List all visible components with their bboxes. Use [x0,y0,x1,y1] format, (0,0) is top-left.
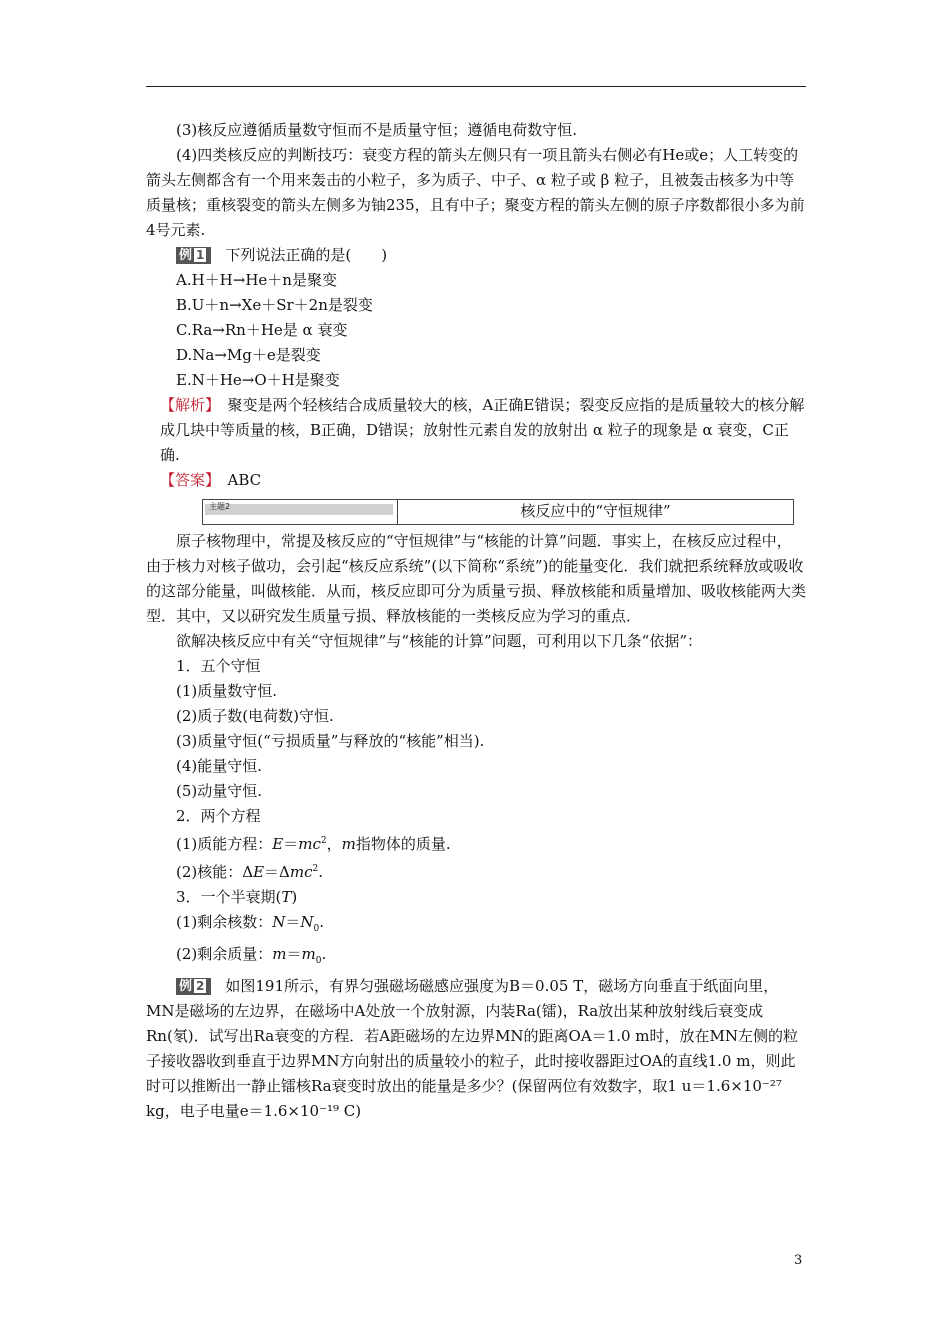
answer: 【答案】 ABC [160,471,262,489]
remaining-mass: (2)剩余质量：$m=m_0$. [176,945,327,966]
paragraph-3: (3)核反应遵循质量数守恒而不是质量守恒；遵循电荷数守恒. [176,121,578,139]
heading-five-conservations: 1．五个守恒 [176,657,261,675]
conservation-1: (1)质量数守恒. [176,682,278,700]
example-badge: 例 2 [176,978,211,995]
topic-label: 主题2 [209,502,231,511]
page-content [146,118,806,1124]
topic-title: 核反应中的“守恒规律” [520,502,671,520]
analysis-tag: 【解析】 [160,396,213,414]
option-e: E.N＋He→O＋H是聚变 [176,371,340,389]
option-c: C.Ra→Rn＋He是 α 衰变 [176,321,348,339]
conservation-2: (2)质子数(电荷数)守恒. [176,707,334,725]
answer-tag: 【答案】 [160,471,213,489]
example-2: 例 2 如图191所示，有界匀强磁场磁感应强度为B＝0.05 T，磁场方向垂直于纸面向里，MN是磁场的左边界，在磁场中A处放一个放射源，内装Ra(镭)，Ra放出某种放射线后衰变成Rn(氡)．试写出Ra衰变的方程．若A距磁场的左边界MN的距离OA＝1.0 m时，放在MN左侧的粒子接收器收到垂直于边界MN方向射出的质量较小的粒子，此时接收器距过OA的直线1.0 m，则此时可以推断出一静止镭核Ra衰变时放出的能量是多少？(保留两位有效数字，取1 u＝1.6×10⁻²⁷ kg，电子电量e＝1.6×10⁻¹⁹ C) [146,977,799,1120]
equation-nuclear-energy: (2)核能：ΔE＝Δmc$^2$. [176,863,324,881]
intro-paragraph: 原子核物理中，常提及核反应的“守恒规律”与“核能的计算”问题．事实上，在核反应过程中，由于核力对核子做功，会引起“核反应系统”(以下简称“系统”)的能量变化．我们就把系统释放或吸收的这部分能量，叫做核能．从而，核反应即可分为质量亏损、释放核能和质量增加、吸收核能两大类型．其中，又以研究发生质量亏损、释放核能的一类核反应为学习的重点． [146,532,807,625]
page-number: 3 [794,1253,803,1268]
option-a: A.H＋H→He＋n是聚变 [176,271,337,289]
heading-half-life: 3．一个半衰期(T) [176,888,298,906]
conservation-3: (3)质量守恒(“亏损质量”与释放的“核能”相当). [176,732,485,750]
example-badge: 例 1 [176,247,211,264]
conservation-4: (4)能量守恒. [176,757,263,775]
conservation-5: (5)动量守恒. [176,782,263,800]
header-rule [146,86,806,87]
heading-two-equations: 2．两个方程 [176,807,261,825]
example-1-question: 例 1 下列说法正确的是( ) [146,243,806,268]
lead-paragraph: 欲解决核反应中有关“守恒规律”与“核能的计算”问题，可利用以下几条“依据”： [176,632,703,650]
paragraph-4: (4)四类核反应的判断技巧：衰变方程的箭头左侧只有一项且箭头右侧必有He或e；人工转变的箭头左侧都含有一个用来轰击的小粒子，多为质子、中子、α 粒子或 β 粒子，且被轰击核多为中等质量核；重核裂变的箭头左侧多为铀235，且有中子；聚变方程的箭头左侧的原子序数都很小多为前4号元素. [146,146,805,239]
equation-mass-energy: (1)质能方程：$E=mc^2$，m指物体的质量. [176,835,451,853]
remaining-nuclei: (1)剩余核数：$N=N_0$. [176,913,325,934]
option-b: B.U＋n→Xe＋Sr＋2n是裂变 [176,296,373,314]
topic-2-header [202,499,794,525]
topic-label-cell [203,500,398,524]
analysis: 【解析】 聚变是两个轻核结合成质量较大的核，A正确E错误；裂变反应指的是质量较大的核分解成几块中等质量的核，B正确，D错误；放射性元素自发的放射出 α 粒子的现象是 α 衰变，C正确. [160,396,805,464]
option-d: D.Na→Mg＋e是裂变 [176,346,321,364]
